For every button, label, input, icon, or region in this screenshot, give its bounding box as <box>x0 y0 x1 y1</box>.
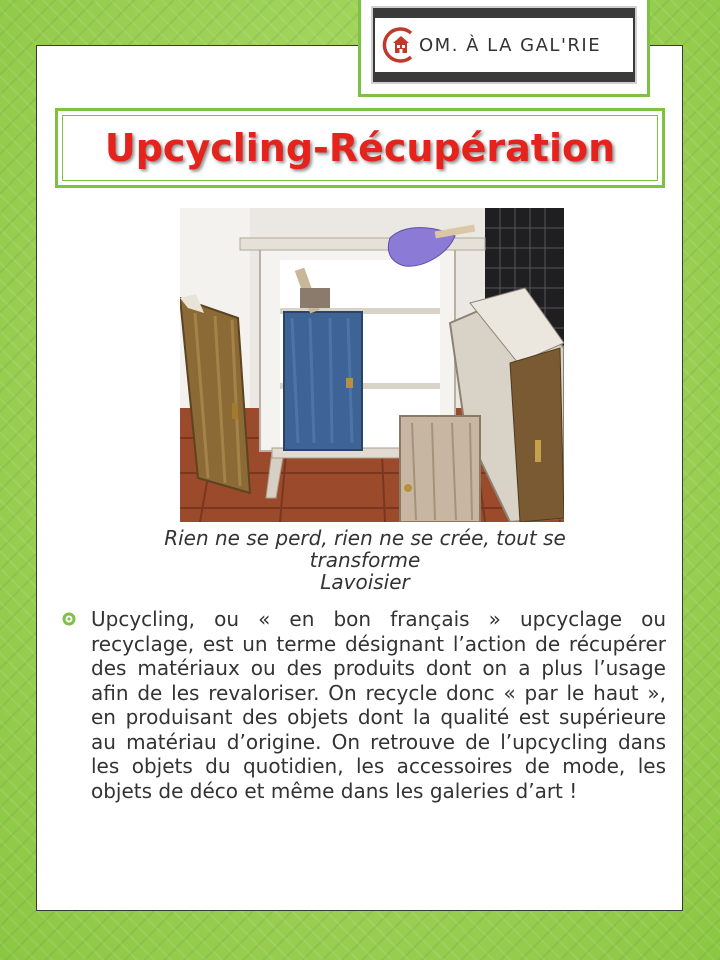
bullet-icon <box>62 612 76 626</box>
quote-line-1: Rien ne se perd, rien ne se crée, tout se <box>164 526 566 550</box>
page-title: Upcycling-Récupération <box>104 126 616 170</box>
upcycled-cabinet-photo <box>180 208 564 522</box>
logo <box>375 18 633 72</box>
logo-panel <box>371 6 637 84</box>
logo-frame <box>358 0 650 97</box>
quote <box>90 527 640 593</box>
title-inner-border <box>62 115 658 181</box>
title-box <box>55 108 665 188</box>
quote-line-2: transforme <box>309 548 421 572</box>
house-in-c-logo-icon <box>381 25 421 65</box>
logo-text: OM. À LA GAL'RIE <box>419 34 602 56</box>
quote-author: Lavoisier <box>320 570 410 594</box>
bullet-paragraph: Upcycling, ou « en bon français » upcyclage ou recyclage, est un terme désignant l’action de récupérer des matériaux ou des produits dont on a plus l’usage afin de les revaloriser. On recycle donc « par le haut », en produisant des objets dont la qualité est supérieure au matériau d’origine. On retrouve de l’upcycling dans les objets du quotidien, les accessoires de mode, les objets de déco et même dans les galeries d’art ! <box>91 607 666 803</box>
